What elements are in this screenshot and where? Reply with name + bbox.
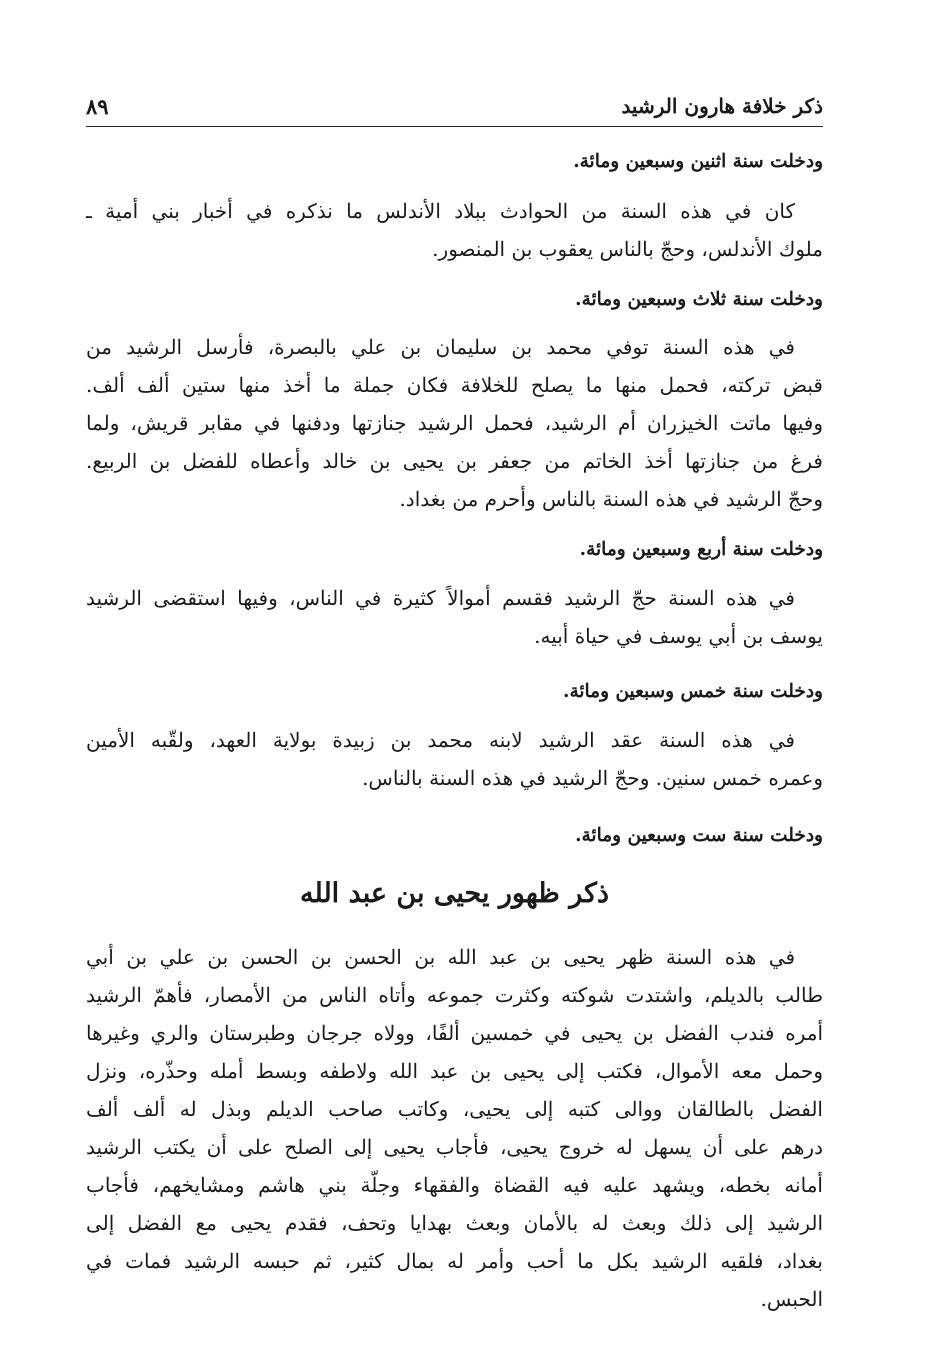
paragraph <box>86 721 823 797</box>
text-line: في هذه السنة حجّ الرشيد فقسم أموالاً كثيرة في الناس، وفيها استقضى الرشيد <box>86 586 795 610</box>
entry-175 <box>86 676 823 708</box>
year-heading: ودخلت سنة ثلاث وسبعين ومائة. <box>575 289 823 310</box>
entry-176 <box>86 820 823 852</box>
entry-172-body <box>86 192 823 268</box>
entry-173 <box>86 284 823 316</box>
section-body <box>86 938 823 1318</box>
text-line: الفضل بالطالقان ووالى كتبه إلى يحيى، وكاتب صاحب الديلم وبذل له ألف ألف <box>86 1097 823 1121</box>
year-heading: ودخلت سنة خمس وسبعين ومائة. <box>563 681 823 702</box>
entry-172 <box>86 146 823 178</box>
year-heading: ودخلت سنة أربع وسبعين ومائة. <box>579 539 823 560</box>
text-line: درهم على أن يسهل له خروج يحيى، فأجاب يحيى إلى الصلح على أن يكتب الرشيد <box>86 1135 823 1159</box>
text-line: كان في هذه السنة من الحوادث ببلاد الأندلس ما نذكره في أخبار بني أمية ـ <box>86 199 795 223</box>
section-title: ذكر ظهور يحيى بن عبد الله <box>300 878 609 909</box>
text-line: الرشيد إلى ذلك وبعث له بالأمان وبعث بهدايا وتحف، فقدم يحيى مع الفضل إلى <box>86 1211 823 1235</box>
text-line: وحجّ الرشيد في هذه السنة بالناس وأحرم من بغداد. <box>399 487 823 511</box>
entry-174 <box>86 534 823 566</box>
text-line: في هذه السنة ظهر يحيى بن عبد الله بن الحسن بن الحسن بن علي بن أبي <box>86 945 795 969</box>
header-rule <box>86 126 823 127</box>
text-line: ملوك الأندلس، وحجّ بالناس يعقوب بن المنصور. <box>432 237 823 261</box>
entry-175-body <box>86 721 823 797</box>
paragraph <box>86 192 823 268</box>
paragraph <box>86 328 823 518</box>
text-line: وحمل معه الأموال، فكتب إلى يحيى بن عبد الله ولاطفه وبسط أمله وحذّره، ونزل <box>86 1059 823 1083</box>
entry-174-body <box>86 579 823 655</box>
text-line: يوسف بن أبي يوسف في حياة أبيه. <box>534 624 823 648</box>
year-heading: ودخلت سنة ست وسبعين ومائة. <box>575 825 823 846</box>
entry-173-body <box>86 328 823 518</box>
text-line: أمانه بخطه، ويشهد عليه فيه القضاة والفقهاء وجلّة بني هاشم ومشايخهم، فأجاب <box>86 1173 823 1197</box>
text-line: وفيها ماتت الخيزران أم الرشيد، فحمل الرشيد جنازتها ودفنها في مقابر قريش، ولما <box>86 411 823 435</box>
page-number: ٨٩ <box>86 93 109 119</box>
text-line: في هذه السنة توفي محمد بن سليمان بن علي بالبصرة، فأرسل الرشيد من <box>86 335 795 359</box>
text-line: فرغ من جنازتها أخذ الخاتم من جعفر بن يحيى بن خالد وأعطاه للفضل بن الربيع. <box>86 449 823 473</box>
text-line: الحبس. <box>760 1287 823 1311</box>
text-line: وعمره خمس سنين. وحجّ الرشيد في هذه السنة بالناس. <box>362 766 823 790</box>
text-line: طالب بالديلم، واشتدت شوكته وكثرت جموعه وأتاه الناس من الأمصار، فأهمّ الرشيد <box>86 983 823 1007</box>
page-header <box>86 88 823 124</box>
text-line: قبض تركته، فحمل منها ما يصلح للخلافة فكان جملة ما أخذ منها ستين ألف ألف. <box>86 373 823 397</box>
text-line: بغداد، فلقيه الرشيد بكل ما أحب وأمر له بمال كثير، ثم حبسه الرشيد فمات في <box>86 1249 823 1273</box>
text-line: أمره فندب الفضل بن يحيى في خمسين ألفًا، وولاه جرجان وطبرستان والري وغيرها <box>86 1021 823 1045</box>
text-line: في هذه السنة عقد الرشيد لابنه محمد بن زبيدة بولاية العهد، ولقّبه الأمين <box>86 728 795 752</box>
year-heading: ودخلت سنة اثنين وسبعين ومائة. <box>573 151 823 172</box>
paragraph <box>86 579 823 655</box>
paragraph <box>86 938 823 1318</box>
running-title: ذكر خلافة هارون الرشيد <box>621 94 823 118</box>
